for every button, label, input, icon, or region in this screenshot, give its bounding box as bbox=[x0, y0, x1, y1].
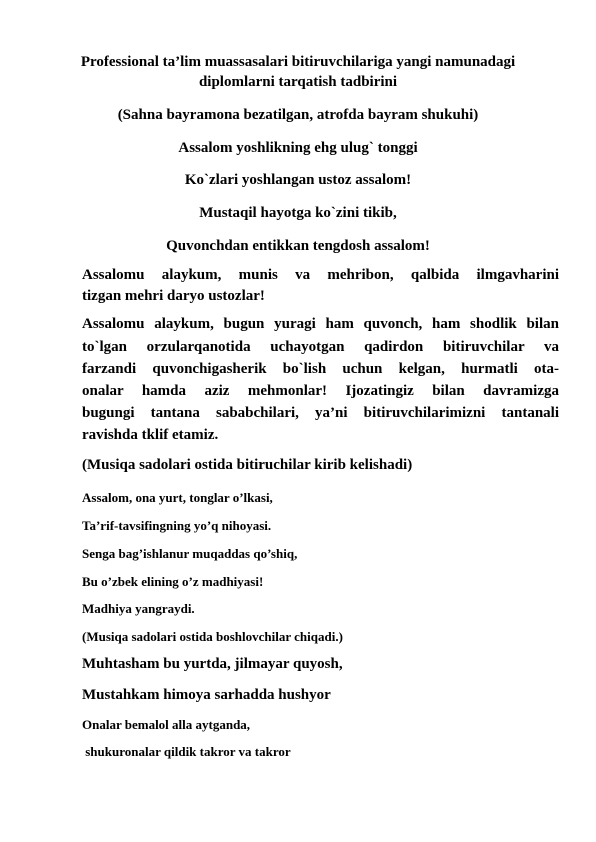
music-note-entry: (Musiqa sadolari ostida bitiruchilar kirib kelishadi) bbox=[82, 457, 413, 473]
poem-intro-line: Ko`zlari yoshlangan ustoz assalom! bbox=[184, 172, 412, 188]
poem-intro-line: Quvonchdan entikkan tengdosh assalom! bbox=[166, 238, 430, 254]
greeting1-line: Assalomu alaykum, munis va mehribon, qalbida ilmgavharini bbox=[82, 267, 559, 283]
anthem-line: Bu o’zbek elining o’z madhiyasi! bbox=[82, 574, 264, 589]
closing-line: Onalar bemalol alla aytganda, bbox=[82, 717, 251, 732]
verse-line: Muhtasham bu yurtda, jilmayar quyosh, bbox=[82, 656, 343, 672]
greeting2-line: bugungi tantana sababchilari, ya’ni bitiruvchilarimizni tantanali bbox=[82, 405, 559, 421]
anthem-line: Assalom, ona yurt, tonglar o’lkasi, bbox=[82, 490, 273, 505]
stage-note: (Sahna bayramona bezatilgan, atrofda bayram shukuhi) bbox=[117, 107, 479, 123]
greeting2-line: Assalomu alaykum, bugun yuragi ham quvonch, ham shodlik bilan bbox=[82, 316, 559, 332]
closing-line: shukuronalar qildik takror va takror bbox=[82, 744, 291, 759]
greeting2-line: onalar hamda aziz mehmonlar! Ijozatingiz bilan davramizga bbox=[82, 383, 559, 399]
greeting2-line: farzandi quvonchigasherik bo`lish uchun kelgan, hurmatli ota- bbox=[82, 361, 559, 377]
greeting2-line: ravishda tklif etamiz. bbox=[82, 427, 219, 443]
anthem-line: Senga bag’ishlanur muqaddas qo’shiq, bbox=[82, 546, 298, 561]
anthem-line: Ta’rif-tavsifingning yo’q nihoyasi. bbox=[82, 518, 272, 533]
greeting2-line: to`lgan orzularqanotida uchayotgan qadirdon bitiruvchilar va bbox=[82, 339, 559, 355]
verse-line: Mustahkam himoya sarhadda hushyor bbox=[82, 687, 331, 703]
title-line-1: Professional ta’lim muassasalari bitiruvchilariga yangi namunadagi bbox=[80, 54, 516, 70]
greeting1-line: tizgan mehri daryo ustozlar! bbox=[82, 288, 265, 304]
title-line-2: diplomlarni tarqatish tadbirini bbox=[198, 74, 398, 90]
music-note-hosts: (Musiqa sadolari ostida boshlovchilar chiqadi.) bbox=[82, 629, 343, 644]
poem-intro-line: Mustaqil hayotga ko`zini tikib, bbox=[199, 205, 397, 221]
anthem-line: Madhiya yangraydi. bbox=[82, 601, 195, 616]
poem-intro-line: Assalom yoshlikning ehg ulug` tonggi bbox=[178, 140, 418, 156]
